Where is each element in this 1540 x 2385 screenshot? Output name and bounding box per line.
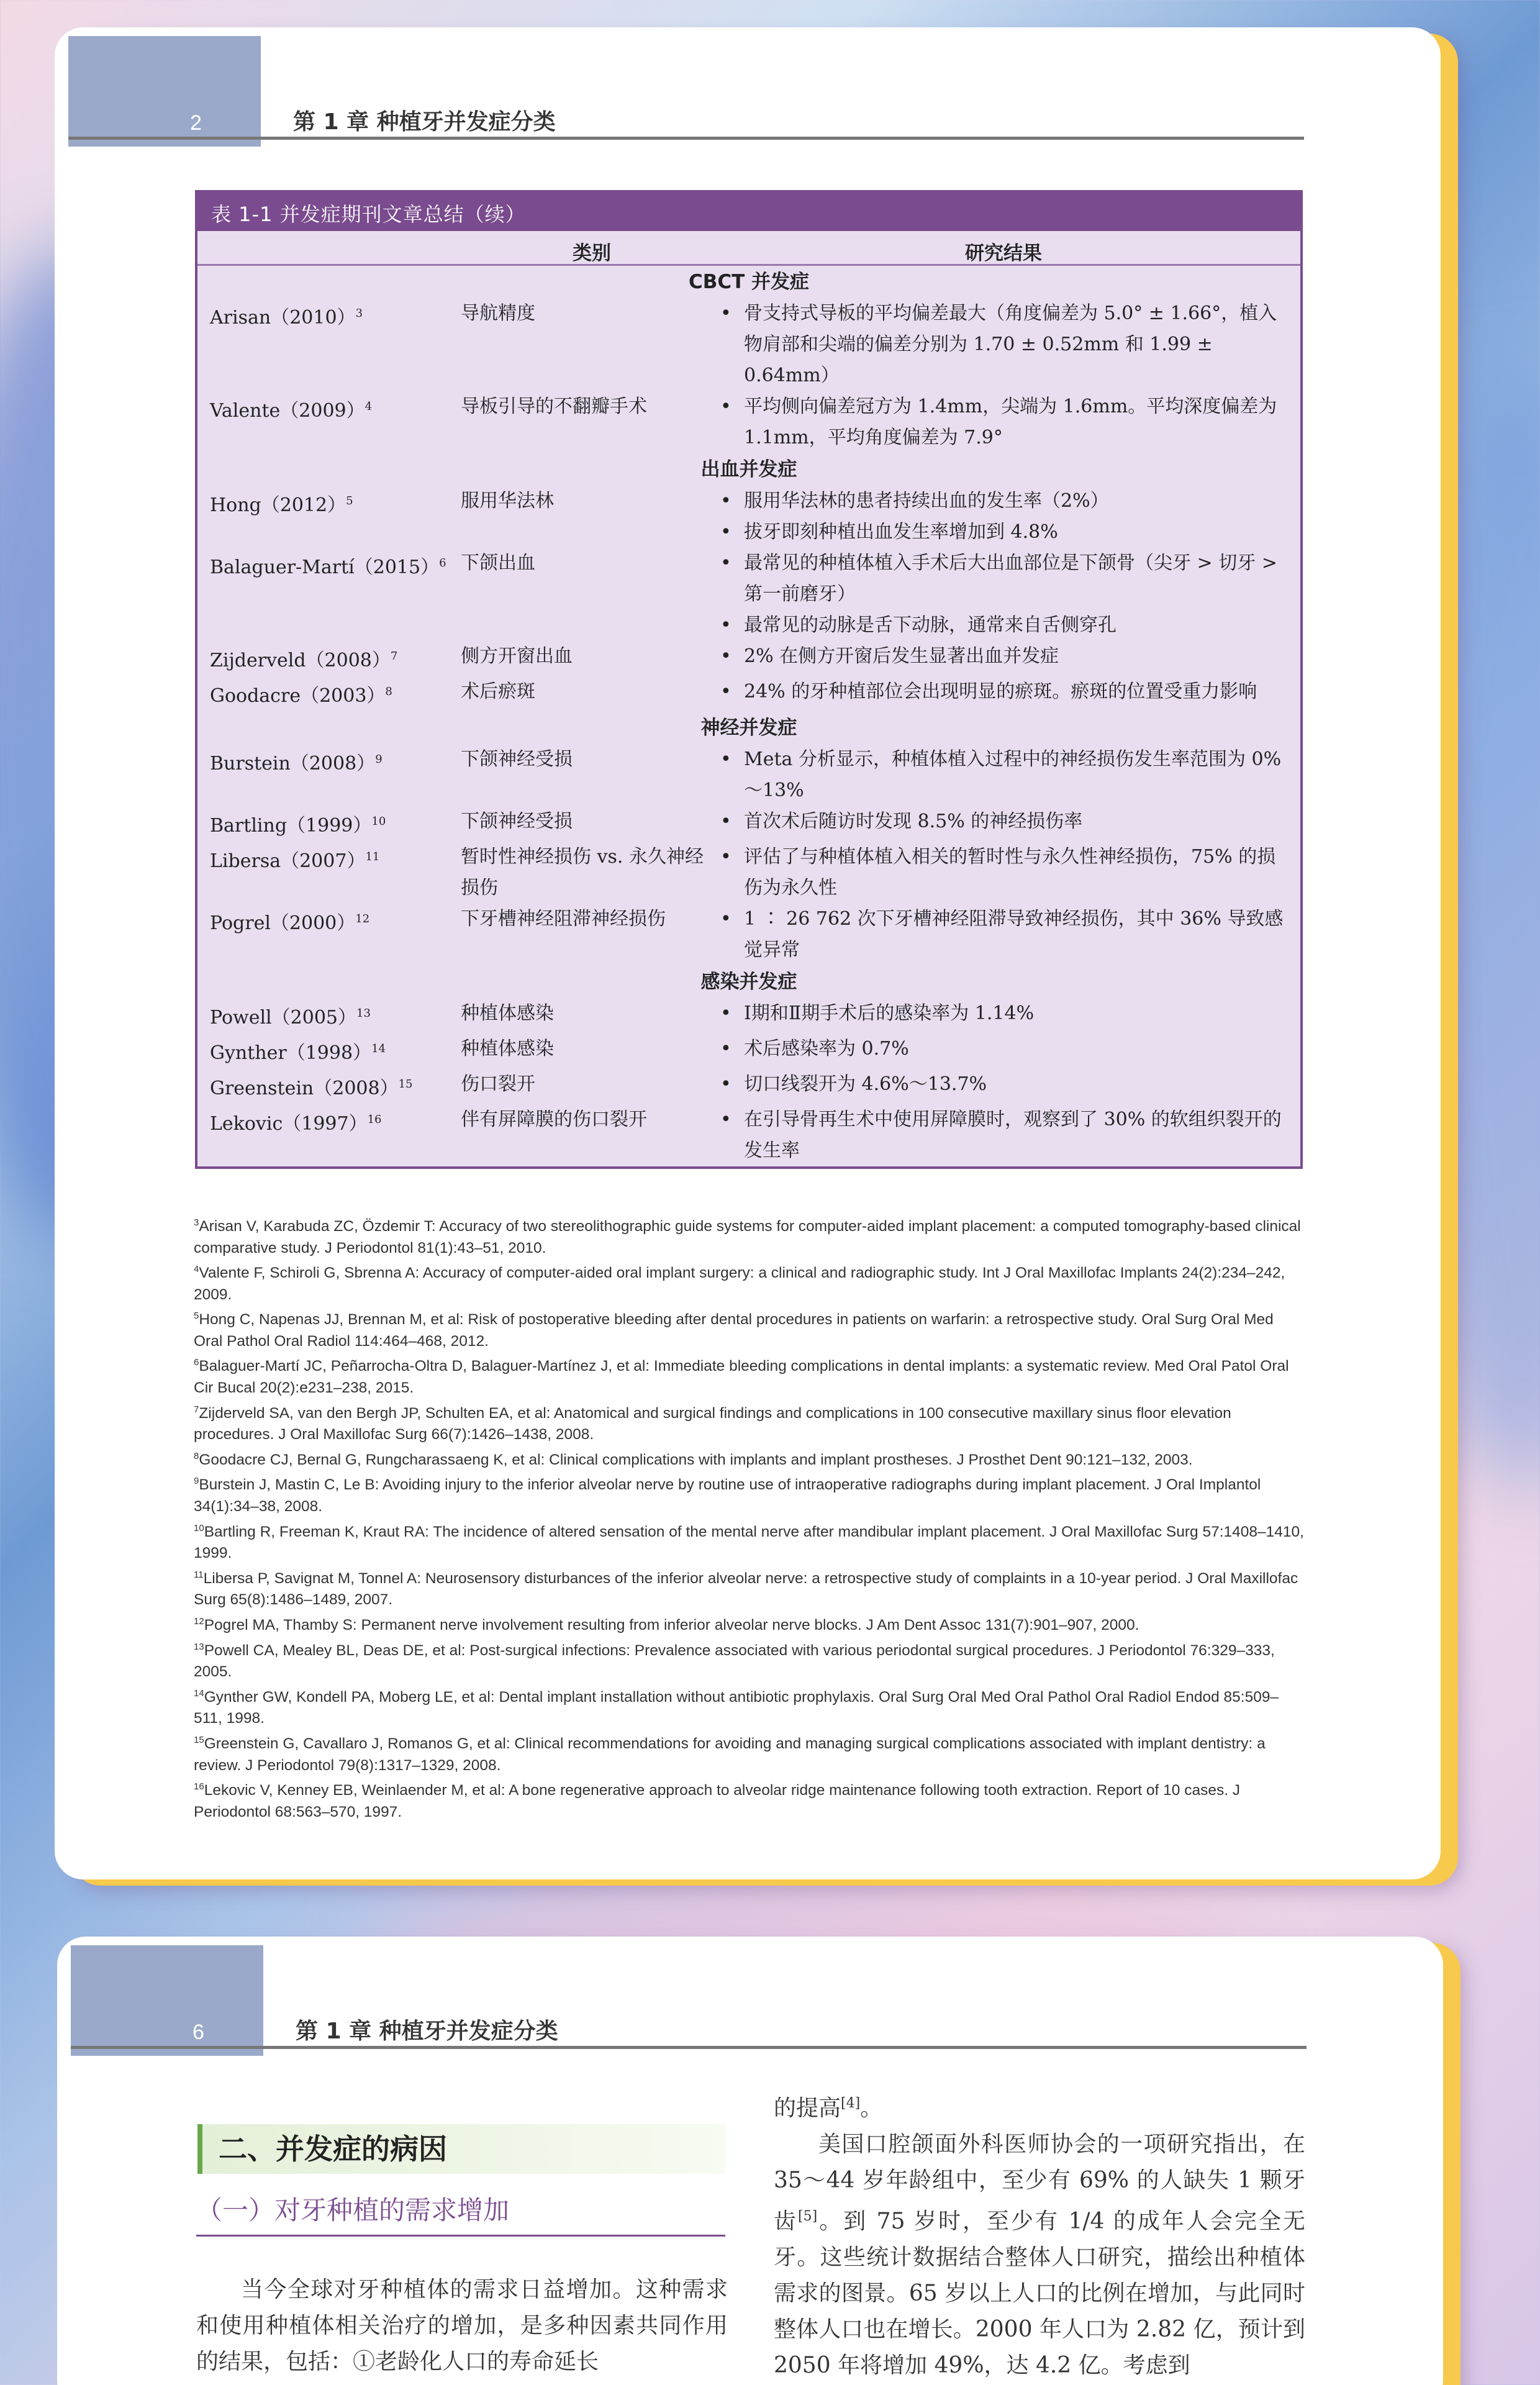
reference-item: $^{16}$Lekovic V, Kenney EB, Weinlaender M, et al: A bone regenerative approach to alveolar ridge maintenance following tooth extraction. Report of 10 cases. J Periodontol 68:563–570, 1997.	[194, 1781, 1241, 1820]
result-bullet: • 2% 在侧方开窗后发生显著出血并发症	[720, 641, 1289, 672]
bullet-icon: •	[720, 302, 732, 324]
row-results	[720, 744, 1300, 806]
row-results	[720, 676, 1300, 712]
row-results	[720, 1104, 1300, 1166]
row-author: $Gynther(1998)^{14}$	[210, 1042, 386, 1064]
bullet-icon: •	[720, 521, 732, 543]
reference-item: $^8$Goodacre CJ, Bernal G, Rungcharassaeng K, et al: Clinical complications with implants and implant prostheses. J Prosthet Dent 90:121–132, 2003.	[194, 1450, 1193, 1468]
row-category: 伤口裂开	[461, 1073, 535, 1095]
result-bullet: • 服用华法林的患者持续出血的发生率（2%）	[720, 486, 1289, 517]
bullet-icon: •	[720, 490, 732, 512]
row-results	[720, 904, 1300, 966]
table-row	[197, 641, 1300, 676]
section-title: 二、并发症的病因	[197, 2124, 725, 2174]
row-results	[720, 486, 1300, 548]
row-results	[720, 806, 1300, 842]
bullet-icon: •	[720, 1073, 732, 1095]
table-section-title: CBCT 并发症	[688, 271, 810, 293]
header-category: 类别	[573, 242, 611, 265]
reference-item: $^3$Arisan V, Karabuda ZC, Özdemir T: Accuracy of two stereolithographic guide systems for computer-aided implant placement: a computed tomography-based clinical comparative study. J Periodontol 81(1):43–51, 2010.	[194, 1217, 1301, 1256]
complications-table	[195, 190, 1303, 1169]
reference-item: $^9$Burstein J, Mastin C, Le B: Avoiding injury to the inferior alveolar nerve by routine use of intraoperative radiographs during implant placement. J Oral Implantol 34(1):34–38, 2008.	[194, 1476, 1261, 1515]
result-bullet: • Meta 分析显示，种植体植入过程中的神经损伤发生率范围为 0%～13%	[720, 744, 1289, 806]
row-author: $Greenstein(2008)^{15}$	[210, 1078, 413, 1099]
row-author: $Valente(2009)^4$	[210, 400, 373, 422]
result-bullet: • 1 ∶ 26 762 次下牙槽神经阻滞导致神经损伤，其中 36% 导致感觉异常	[720, 904, 1289, 966]
row-author: $Lekovic(1997)^{16}$	[210, 1113, 382, 1135]
row-category: 下颌神经受损	[461, 748, 573, 770]
table-section-title: 感染并发症	[700, 971, 797, 993]
table-body	[197, 266, 1300, 1166]
bullet-icon: •	[720, 681, 732, 702]
table-row	[197, 1104, 1300, 1166]
citation: [5]	[798, 2209, 818, 2224]
left-column	[196, 2272, 728, 2380]
reference-item: $^{14}$Gynther GW, Kondell PA, Moberg LE, et al: Dental implant installation without antibiotic prophylaxis. Oral Surg Oral Med Oral Pathol Oral Radiol Endod 85:509–511, 1998.	[194, 1688, 1279, 1727]
table-row	[197, 298, 1300, 391]
book-page-1	[55, 27, 1441, 1879]
result-bullet: • 24% 的牙种植部位会出现明显的瘀斑。瘀斑的位置受重力影响	[720, 676, 1289, 707]
row-category: 服用华法林	[461, 490, 554, 512]
paragraph: 美国口腔颌面外科医师协会的一项研究指出，在 35～44 岁年龄组中，至少有 69% 的人缺失 1 颗牙齿[5]。到 75 岁时，至少有 1/4 的成年人会完全无牙。这些统计数据结合整体人口研究，描绘出种植体需求的图景。65 岁以上人口的比例在增加，与此同时整体人口也在增长。2000 年人口为 2.82 亿，预计到 2050 年将增加 49%，达 4.2 亿。考虑到	[774, 2132, 1305, 2378]
result-bullet: • 在引导骨再生术中使用屏障膜时，观察到了 30% 的软组织裂开的发生率	[720, 1104, 1289, 1166]
result-bullet: • 评估了与种植体植入相关的暂时性与永久性神经损伤，75% 的损伤为永久性	[720, 842, 1289, 904]
bullet-icon: •	[720, 1109, 732, 1130]
table-row	[197, 1034, 1300, 1069]
table-section-title: 神经并发症	[700, 717, 797, 739]
bullet-icon: •	[720, 396, 732, 417]
reference-item: $^{15}$Greenstein G, Cavallaro J, Romanos G, et al: Clinical recommendations for avoiding and managing surgical complications associated with implant dentistry: a review. J Periodontol 79(8):1317–1329, 2008.	[194, 1734, 1266, 1774]
row-author: $Bartling(1999)^{10}$	[210, 815, 386, 837]
result-bullet: • Ⅰ期和Ⅱ期手术后的感染率为 1.14%	[720, 998, 1289, 1029]
header-result: 研究结果	[965, 242, 1042, 265]
table-row	[197, 486, 1300, 548]
table-row	[197, 548, 1300, 641]
reference-item: $^6$Balaguer-Martí JC, Peñarrocha-Oltra D, Balaguer-Martínez J, et al: Immediate bleeding complications in dental implants: a systematic review. Med Oral Patol Oral Cir Bucal 20(2):e231–238, 2015.	[194, 1357, 1289, 1397]
result-bullet: • 首次术后随访时发现 8.5% 的神经损伤率	[720, 806, 1289, 837]
row-category: 下牙槽神经阻滞神经损伤	[461, 908, 666, 930]
row-author: $Arisan(2010)^3$	[210, 307, 363, 329]
bullet-icon: •	[720, 908, 732, 930]
references	[194, 1212, 1305, 1823]
page-tab	[68, 36, 261, 147]
header-rule	[68, 137, 1304, 140]
row-category: 导航精度	[461, 302, 535, 324]
table-row	[197, 1069, 1300, 1104]
row-author: $Goodacre(2003)^8$	[210, 685, 392, 707]
result-bullet: • 最常见的动脉是舌下动脉，通常来自舌侧穿孔	[720, 610, 1289, 641]
table-row	[197, 842, 1300, 904]
subsection-title: （一）对牙种植的需求增加	[196, 2190, 725, 2237]
row-category: 暂时性神经损伤 vs. 永久神经损伤	[461, 846, 704, 899]
row-author: $Libersa(2007)^{11}$	[210, 850, 380, 872]
row-category: 下颌出血	[461, 552, 535, 574]
table-title: 表 1-1 并发症期刊文章总结（续）	[197, 193, 1300, 231]
table-row	[197, 744, 1300, 806]
table-row	[197, 904, 1300, 966]
row-author: $Pogrel(2000)^{12}$	[210, 912, 370, 934]
row-results	[720, 641, 1300, 676]
page-number: 6	[192, 2020, 204, 2044]
bullet-icon: •	[720, 552, 732, 574]
bullet-icon: •	[720, 811, 732, 832]
row-results	[720, 548, 1300, 641]
right-column	[774, 2086, 1305, 2384]
row-author: $Zijderveld(2008)^7$	[210, 650, 398, 671]
bullet-icon: •	[720, 645, 732, 667]
table-row	[197, 391, 1300, 453]
reference-item: $^5$Hong C, Napenas JJ, Brennan M, et al: Risk of postoperative bleeding after dental procedures in patients on warfarin: a retrospective study. Oral Surg Oral Med Oral Pathol Oral Radiol 114:464–468, 2012.	[194, 1311, 1274, 1350]
chapter-header: 第 1 章 种植牙并发症分类	[293, 109, 556, 135]
row-results	[720, 391, 1300, 453]
row-author: $Hong(2012)^5$	[210, 494, 353, 516]
result-bullet: • 骨支持式导板的平均偏差最大（角度偏差为 5.0° ± 1.66°，植入物肩部和尖端的偏差分别为 1.70 ± 0.52mm 和 1.99 ± 0.64mm）	[720, 298, 1289, 391]
bullet-icon: •	[720, 846, 732, 868]
row-category: 下颌神经受损	[461, 811, 573, 832]
reference-item: $^{12}$Pogrel MA, Thamby S: Permanent nerve involvement resulting from inferior alveolar nerve blocks. J Am Dent Assoc 131(7):901–907, 2000.	[194, 1615, 1139, 1634]
reference-item: $^4$Valente F, Schiroli G, Sbrenna A: Accuracy of computer-aided oral implant surgery: a clinical and radiographic study. Int J Oral Maxillofac Implants 24(2):234–242, 2009.	[194, 1264, 1285, 1303]
table-section-title: 出血并发症	[700, 458, 797, 481]
citation: [4]	[841, 2096, 861, 2111]
row-author: Balaguer-$Martí(2015)^6$	[210, 556, 446, 578]
row-results	[720, 842, 1300, 904]
row-results	[720, 298, 1300, 391]
book-page-2	[57, 1937, 1443, 2385]
paragraph: 的提高[4]。	[774, 2096, 883, 2121]
reference-item: $^{10}$Bartling R, Freeman K, Kraut RA: The incidence of altered sensation of the mental nerve after mandibular implant placement. J Oral Maxillofac Surg 57:1408–1410, 1999.	[194, 1522, 1304, 1562]
table-row	[197, 676, 1300, 712]
row-results	[720, 1034, 1300, 1069]
result-bullet: • 最常见的种植体植入手术后大出血部位是下颌骨（尖牙 > 切牙 > 第一前磨牙）	[720, 548, 1289, 610]
row-author: $Burstein(2008)^9$	[210, 753, 383, 775]
row-category: 种植体感染	[461, 1038, 554, 1060]
header-rule	[71, 2046, 1307, 2049]
row-category: 导板引导的不翻瓣手术	[461, 396, 647, 417]
row-category: 种植体感染	[461, 1002, 554, 1024]
result-bullet: • 切口线裂开为 4.6%～13.7%	[720, 1069, 1289, 1100]
bullet-icon: •	[720, 748, 732, 770]
reference-item: $^{11}$Libersa P, Savignat M, Tonnel A: Neurosensory disturbances of the inferior alveolar nerve: a retrospective study of complaints in a 10-year period. J Oral Maxillofac Surg 65(8):1486–1489, 2007.	[194, 1569, 1298, 1609]
row-category: 侧方开窗出血	[461, 645, 573, 667]
row-results	[720, 1069, 1300, 1104]
bullet-icon: •	[720, 614, 732, 636]
page-tab	[71, 1945, 263, 2056]
table-row	[197, 998, 1300, 1034]
row-author: $Powell(2005)^{13}$	[210, 1007, 371, 1029]
bullet-icon: •	[720, 1002, 732, 1024]
result-bullet: • 术后感染率为 0.7%	[720, 1034, 1289, 1065]
row-results	[720, 998, 1300, 1034]
row-category: 术后瘀斑	[461, 681, 535, 702]
chapter-header: 第 1 章 种植牙并发症分类	[296, 2019, 558, 2044]
row-category: 伴有屏障膜的伤口裂开	[461, 1109, 647, 1130]
table-header	[197, 231, 1300, 266]
reference-item: $^7$Zijderveld SA, van den Bergh JP, Schulten EA, et al: Anatomical and surgical findings and complications in 100 consecutive maxillary sinus floor elevation procedures. J Oral Maxillofac Surg 66(7):1426–1438, 2008.	[194, 1404, 1231, 1443]
result-bullet: • 拔牙即刻种植出血发生率增加到 4.8%	[720, 517, 1289, 548]
reference-item: $^{13}$Powell CA, Mealey BL, Deas DE, et al: Post-surgical infections: Prevalence associated with various periodontal surgical procedures. J Periodontol 76:329–333, 2005.	[194, 1641, 1275, 1681]
paragraph: 当今全球对牙种植体的需求日益增加。这种需求和使用种植体相关治疗的增加，是多种因素共同作用的结果，包括：①老龄化人口的寿命延长	[196, 2277, 728, 2374]
bullet-icon: •	[720, 1038, 732, 1060]
result-bullet: • 平均侧向偏差冠方为 1.4mm，尖端为 1.6mm。平均深度偏差为 1.1mm，平均角度偏差为 7.9°	[720, 391, 1289, 453]
table-row	[197, 806, 1300, 842]
page-number: 2	[190, 111, 202, 135]
